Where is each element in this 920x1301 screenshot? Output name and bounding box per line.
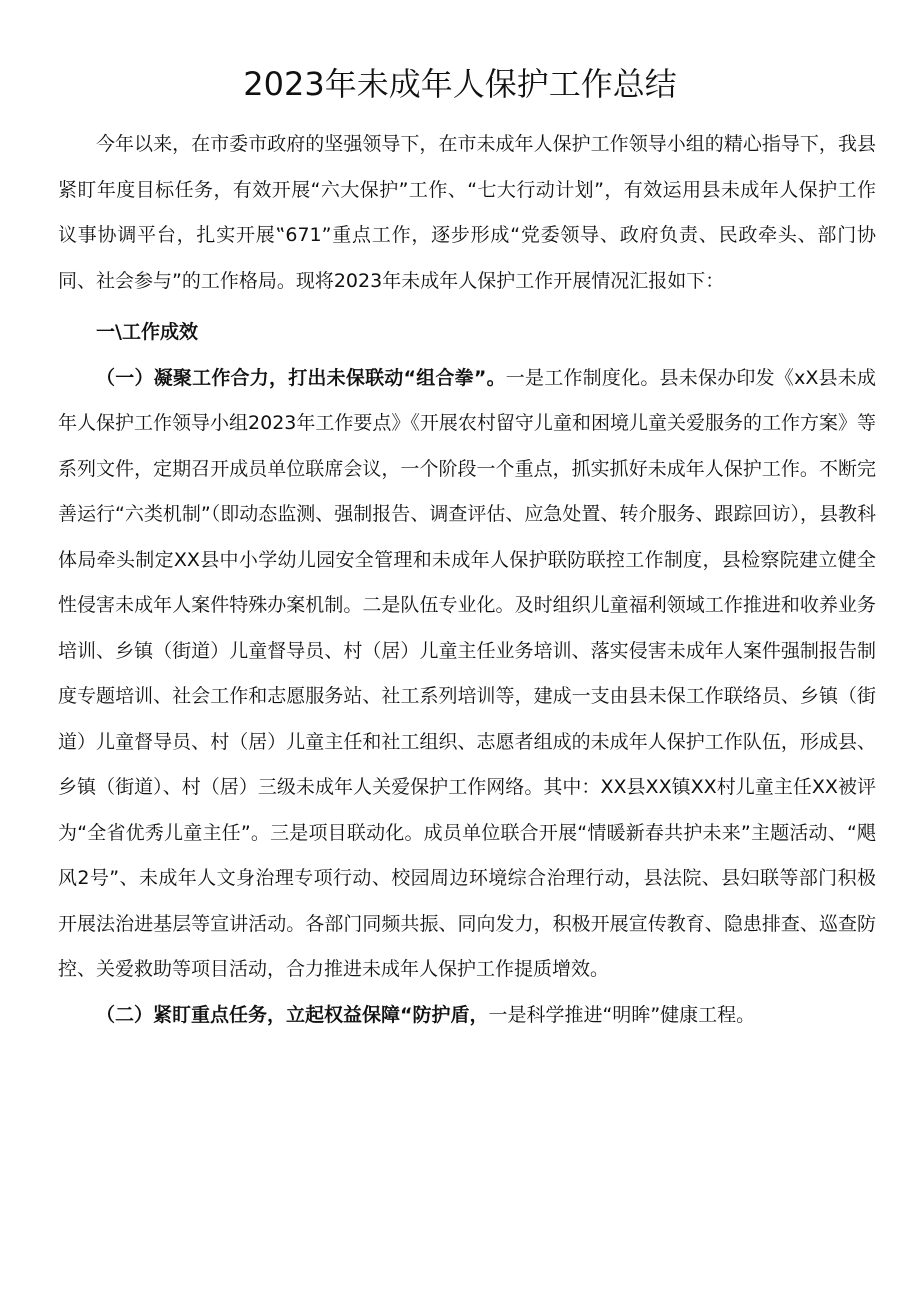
document-title: 2023年未成年人保护工作总结 (243, 65, 677, 103)
paragraph-1-body: 一是工作制度化。县未保办印发《xX县未成年人保护工作领导小组2023年工作要点》《开展农村留守儿童和困境儿童关爱服务的工作方案》等系列文件，定期召开成员单位联席会议，一个阶段一个重点，抓实抓好未成年人保护工作。不断完善运行“六类机制”（即动态监测、强制报告、调查评估、应急处置、转介服务、跟踪回访），县教科体局牵头制定XX县中小学幼儿园安全管理和未成年人保护联防联控工作制度，县检察院建立健全性侵害未成年人案件特殊办案机制。二是队伍专业化。及时组织儿童福利领域工作推进和收养业务培训、乡镇（街道）儿童督导员、村（居）儿童主任业务培训、落实侵害未成年人案件强制报告制度专题培训、社会工作和志愿服务站、社工系列培训等，建成一支由县未保工作联络员、乡镇（街道）儿童督导员、村（居）儿童主任和社工组织、志愿者组成的未成年人保护工作队伍，形成县、乡镇（街道）、村（居）三级未成年人关爱保护工作网络。其中：XX县XX镇XX村儿童主任XX被评为“全省优秀儿童主任”。三是项目联动化。成员单位联合开展“情暖新春共护未来”主题活动、“飓风2号”、未成年人文身治理专项行动、校园周边环境综合治理行动，县法院、县妇联等部门积极开展法治进基层等宣讲活动。各部门同频共振、同向发力，积极开展宣传教育、隐患排查、巡查防控、关爱救助等项目活动，合力推进未成年人保护工作提质增效。 (58, 366, 876, 980)
paragraph-2 (58, 993, 876, 1039)
paragraph-2-lead: （二）紧盯重点任务，立起权益保障“防护盾， (96, 1003, 489, 1026)
intro-paragraph: 今年以来，在市委市政府的坚强领导下，在市未成年人保护工作领导小组的精心指导下，我县紧盯年度目标任务，有效开展“六大保护”工作、“七大行动计划”，有效运用县未成年人保护工作议事协调平台，扎实开展‟671”重点工作，逐步形成“党委领导、政府负责、民政牵头、部门协同、社会参与”的工作格局。现将2023年未成年人保护工作开展情况汇报如下： (58, 133, 876, 292)
paragraph-1-lead: （一）凝聚工作合力，打出未保联动“组合拳”。 (96, 366, 506, 389)
paragraph-1 (58, 356, 876, 993)
section-heading-work-results: 一\工作成效 (96, 321, 198, 343)
paragraph-2-body: 一是科学推进“明眸”健康工程。 (488, 1003, 756, 1026)
document-body (58, 122, 876, 1038)
